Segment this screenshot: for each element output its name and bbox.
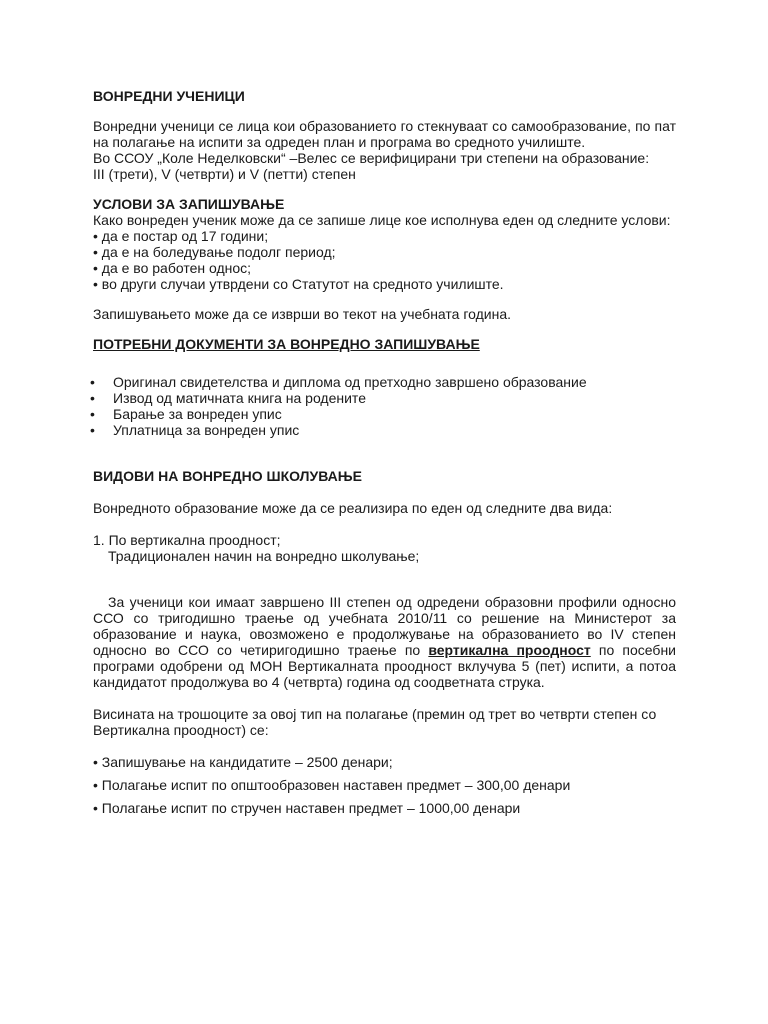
list-item-text: Уплатница за вонреден упис [113, 422, 300, 438]
required-documents-list [90, 374, 676, 438]
cost-list [93, 754, 676, 816]
list-item [90, 406, 676, 422]
list-item [90, 374, 676, 390]
bullet-icon: • [90, 406, 95, 422]
list-item: • да е на боледување подолг период; [93, 244, 336, 260]
education-levels-line: III (трети), V (четврти) и V (петти) степен [93, 166, 356, 182]
paragraph-text: по посебни програми одобрени од МОН Вертикалната проодност вклучува 5 (пет) испити, а потоа кандидатот продолжува во 4 (четврта) година од соодветната струка. [93, 642, 676, 690]
enrollment-conditions-intro: Како вонреден ученик може да се запише лице кое исполнува еден од следните услови: [93, 212, 671, 228]
vertical-progression-emphasis: вертикална проодност [428, 642, 591, 658]
list-item: • Полагање испит по општообразовен наставен предмет – 300,00 денари [93, 777, 571, 793]
bullet-icon: • [90, 374, 95, 390]
list-item: • Запишување на кандидатите – 2500 денари; [93, 754, 393, 770]
enrollment-conditions-list [93, 228, 676, 292]
list-item [90, 390, 676, 406]
section-title-required-documents: ПОТРЕБНИ ДОКУМЕНТИ ЗА ВОНРЕДНО ЗАПИШУВАЊЕ [93, 336, 480, 352]
bullet-icon: • [90, 422, 95, 438]
list-item-text: Извод од матичната книга на родените [113, 390, 366, 406]
list-item-text: Оригинал свидетелства и диплома од претходно завршено образование [113, 374, 587, 390]
enrollment-timing-note: Запишувањето може да се изврши во текот на учебната година. [93, 306, 512, 322]
list-item: • да е во работен однос; [93, 260, 252, 276]
section-title-types-of-schooling: ВИДОВИ НА ВОНРЕДНО ШКОЛУВАЊЕ [93, 468, 362, 484]
cost-intro: Висината на трошоците за овој тип на полагање (премин од трет во четврти степен со Вертикална проодност) се: [93, 706, 657, 738]
school-verification-line: Во ССОУ „Коле Неделковски“ –Велес се верифицирани три степени на образование: [93, 150, 650, 166]
irregular-students-paragraph: Вонредни ученици се лица кои образованието го стекнуваат со самообразование, по пат на полагање на испити за одреден план и програма во средното училиште. [93, 118, 676, 150]
list-item-text: Барање за вонреден упис [113, 406, 282, 422]
document-page [90, 88, 676, 823]
paragraph-text: За ученици кои имаат завршено III степен од одредени образовни профили односно ССО со тригодишно траење од учебната 2010/11 со решение на Министерот за образование и наука, овозможено е продолжување на образованието во IV степен односно во ССО со четиригодишно траење по [93, 594, 676, 658]
option-vertical-progression: 1. По вертикална проодност; [93, 532, 281, 548]
types-of-schooling-intro: Вонредното образование може да се реализира по еден од следните два вида: [93, 500, 613, 516]
section-title-irregular-students: ВОНРЕДНИ УЧЕНИЦИ [93, 88, 245, 104]
list-item: • да е постар од 17 години; [93, 228, 269, 244]
list-item: • во други случаи утврдени со Статутот на средното училиште. [93, 276, 504, 292]
option-traditional: Традиционален начин на вонредно школување; [108, 548, 420, 564]
section-title-enrollment-conditions: УСЛОВИ ЗА ЗАПИШУВАЊЕ [93, 196, 285, 212]
vertical-progression-paragraph [93, 594, 676, 690]
bullet-icon: • [90, 390, 95, 406]
list-item [90, 422, 676, 438]
list-item: • Полагање испит по стручен наставен предмет – 1000,00 денари [93, 800, 521, 816]
